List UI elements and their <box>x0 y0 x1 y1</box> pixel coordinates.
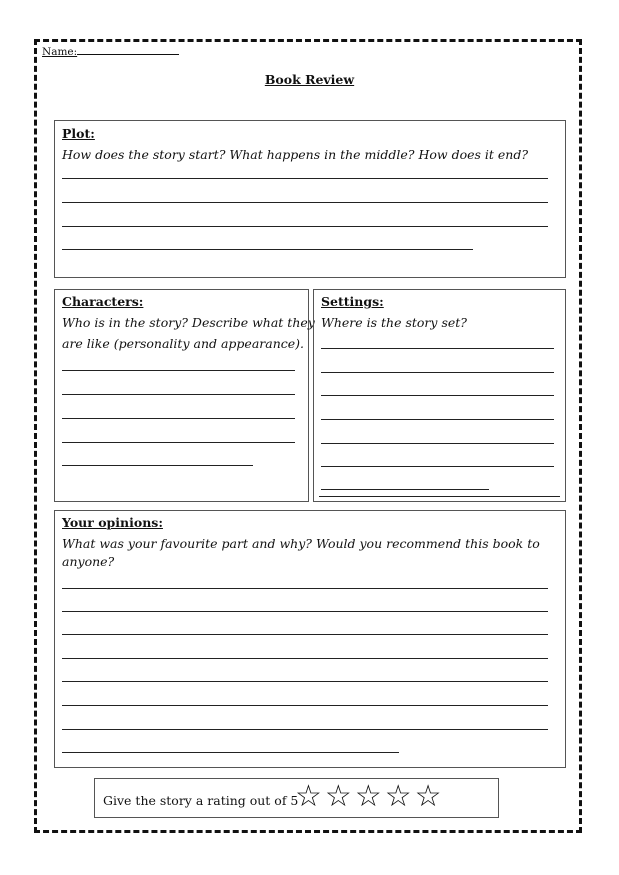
settings-answer-line[interactable] <box>321 348 554 349</box>
star-icon[interactable]: ☆ <box>414 779 445 814</box>
star-icon[interactable]: ☆ <box>384 779 415 814</box>
plot-answer-line[interactable] <box>62 202 548 203</box>
plot-answer-line[interactable] <box>62 226 548 227</box>
characters-answer-line[interactable] <box>62 465 253 466</box>
rating-label: Give the story a rating out of 5 <box>103 793 299 808</box>
settings-prompt: Where is the story set? <box>321 315 467 330</box>
settings-answer-line[interactable] <box>319 496 560 497</box>
settings-answer-line[interactable] <box>321 466 554 467</box>
settings-answer-line[interactable] <box>321 395 554 396</box>
opinions-answer-line[interactable] <box>62 611 548 612</box>
opinions-answer-line[interactable] <box>62 588 548 589</box>
rating-box <box>94 778 499 818</box>
opinions-heading: Your opinions: <box>62 515 163 530</box>
characters-answer-line[interactable] <box>62 394 295 395</box>
characters-prompt-line-2: are like (personality and appearance). <box>62 336 304 351</box>
settings-answer-line[interactable] <box>321 489 489 490</box>
name-field[interactable] <box>42 44 179 58</box>
opinions-answer-line[interactable] <box>62 658 548 659</box>
star-icon[interactable]: ☆ <box>324 779 355 814</box>
opinions-answer-line[interactable] <box>62 634 548 635</box>
characters-prompt-line-1: Who is in the story? Describe what they <box>62 315 315 330</box>
opinions-answer-line[interactable] <box>62 705 548 706</box>
plot-answer-line[interactable] <box>62 178 548 179</box>
opinions-answer-line[interactable] <box>62 729 548 730</box>
star-icon[interactable]: ☆ <box>295 779 325 814</box>
characters-answer-line[interactable] <box>62 418 295 419</box>
settings-answer-line[interactable] <box>321 419 554 420</box>
page-title: Book Review <box>264 72 355 87</box>
settings-answer-line[interactable] <box>321 443 554 444</box>
opinions-answer-line[interactable] <box>62 681 548 682</box>
name-blank-line[interactable] <box>77 44 179 55</box>
characters-heading: Characters: <box>62 294 144 309</box>
plot-answer-line[interactable] <box>62 249 473 250</box>
characters-answer-line[interactable] <box>62 370 295 371</box>
settings-answer-line[interactable] <box>321 372 554 373</box>
settings-heading: Settings: <box>321 294 384 309</box>
plot-heading: Plot: <box>62 126 95 141</box>
name-label: Name: <box>42 46 78 58</box>
opinions-answer-line[interactable] <box>62 752 399 753</box>
opinions-prompt-line-1: What was your favourite part and why? Would you recommend this book to <box>62 536 540 551</box>
plot-prompt: How does the story start? What happens in the middle? How does it end? <box>62 147 529 162</box>
star-rating[interactable] <box>295 780 445 814</box>
opinions-prompt-line-2: anyone? <box>62 554 115 569</box>
characters-answer-line[interactable] <box>62 442 295 443</box>
star-icon[interactable]: ☆ <box>354 779 385 814</box>
